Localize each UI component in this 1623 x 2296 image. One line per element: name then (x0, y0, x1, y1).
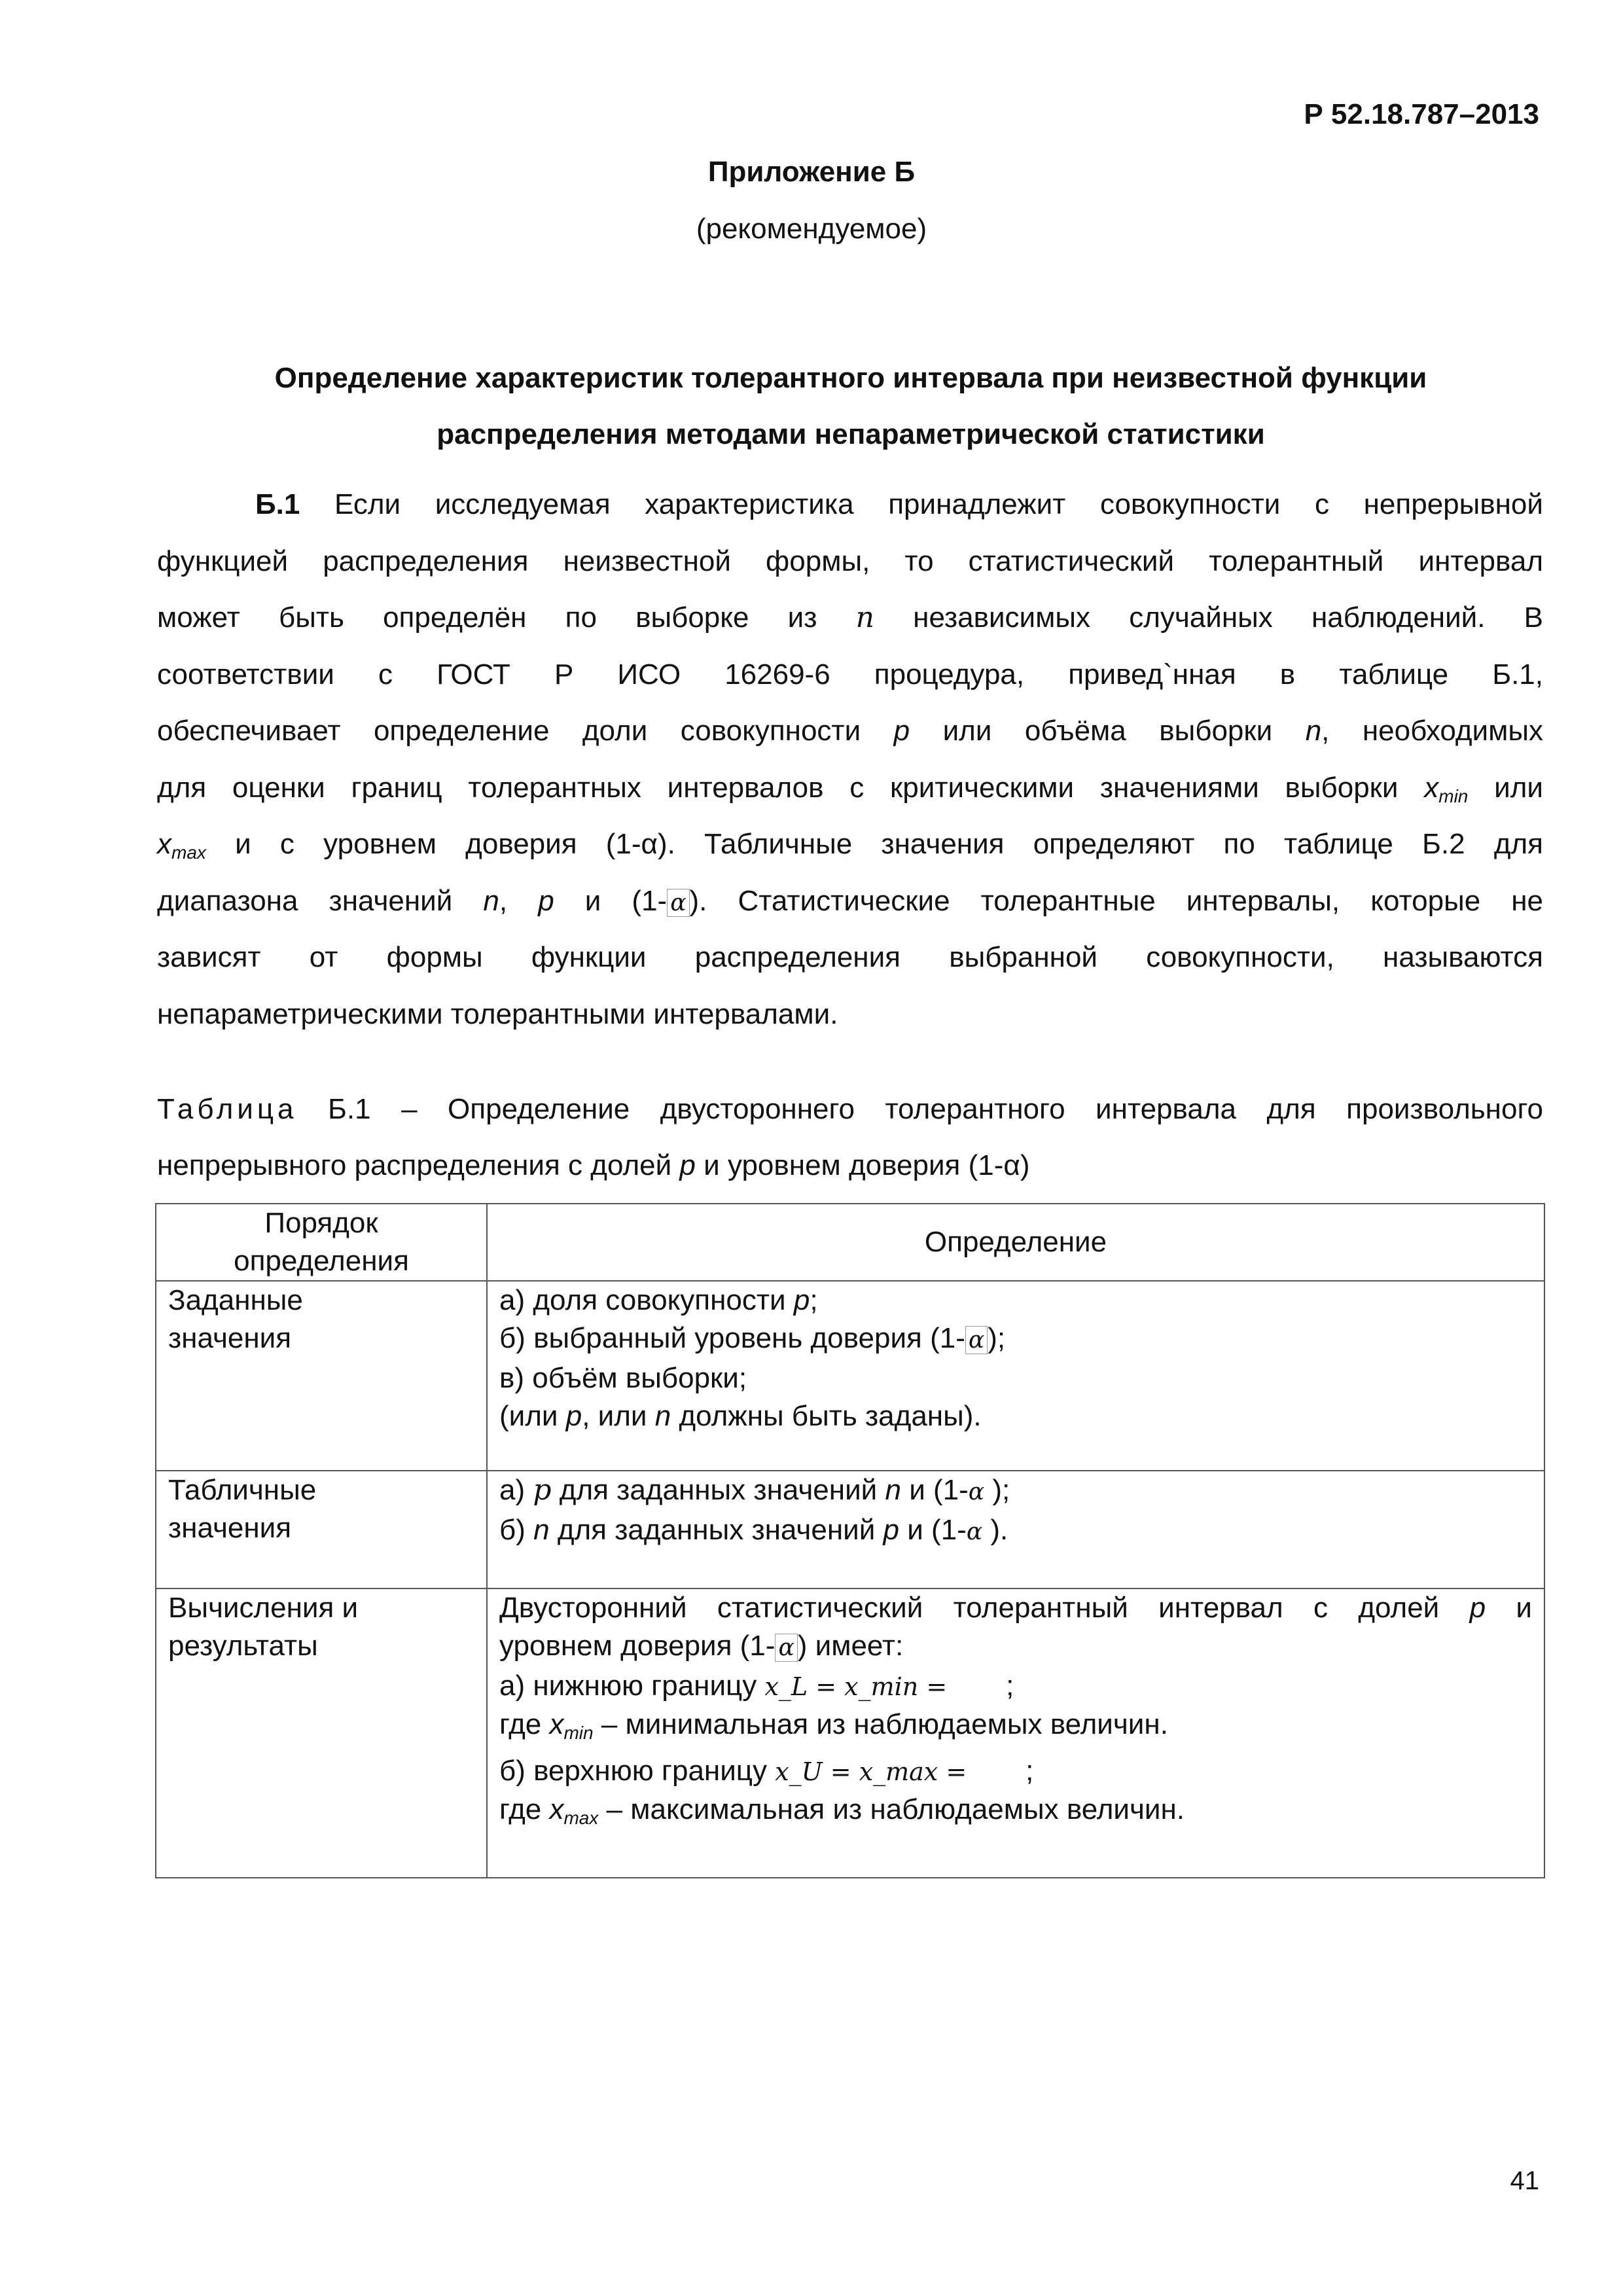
paragraph-b1 (157, 476, 1543, 1043)
alpha-symbol: α (966, 1518, 983, 1545)
para-text: для оценки границ толерантных интервалов с критическими значениями выборки (157, 771, 1399, 804)
table-row (156, 1281, 1544, 1471)
cell-text: в) объём выборки; (499, 1362, 747, 1394)
table-cell (487, 1588, 1544, 1878)
formula-upper-bound: x_U = x_max = (775, 1757, 967, 1786)
para-text: , необходимых (1321, 715, 1543, 747)
cell-text: (или (499, 1400, 558, 1432)
cell-text: – максимальная из наблюдаемых величин. (606, 1793, 1185, 1825)
alpha-symbol: α (667, 889, 689, 917)
para-text: Если исследуемая характеристика принадлежит совокупности с непрерывной (334, 488, 1543, 520)
formula-lower-bound: x_L = x_min = (764, 1672, 948, 1701)
para-line: непараметрическими толерантными интервалами. (157, 997, 838, 1030)
table-header-cell: Определение (487, 1204, 1544, 1281)
cell-line (499, 1791, 1532, 1837)
var-n: n (533, 1514, 550, 1546)
para-line: диапазона значений n, p и (1- α ). Статистические толерантные интервалы, которые не (157, 884, 1543, 917)
cell-line (499, 1511, 1532, 1551)
cell-text: где (499, 1708, 542, 1740)
table-cell (487, 1281, 1544, 1471)
para-text: может быть определён по выборке из (157, 601, 817, 634)
var-n: n (483, 884, 499, 917)
table-row (156, 1471, 1544, 1588)
section-heading-line-2: распределения методами непараметрической статистики (437, 418, 1265, 450)
cell-text: , или (582, 1400, 647, 1432)
var-n: n (1305, 715, 1322, 747)
para-line (157, 476, 1543, 533)
cell-line (499, 1319, 1532, 1359)
cell-line (499, 1397, 1532, 1435)
caption-label: Таблица (157, 1093, 298, 1125)
cell-text: а) нижнюю границу (499, 1670, 757, 1702)
cell-text: ; (1026, 1755, 1034, 1787)
var-p: p (883, 1514, 899, 1546)
appendix-subtitle: (рекомендуемое) (696, 213, 927, 245)
para-line (157, 703, 1543, 760)
para-text: независимых случайных наблюдений. В (913, 601, 1543, 634)
var-n: n (885, 1474, 901, 1506)
section-heading-line-1: Определение характеристик толерантного интервала при неизвестной функции (274, 362, 1427, 394)
table-cell (156, 1281, 487, 1471)
var-n: n (855, 601, 874, 634)
header-text: Порядок (264, 1207, 378, 1239)
para-text: обеспечивает определение доли совокупности (157, 715, 861, 747)
cell-text: должны быть заданы). (679, 1400, 982, 1432)
cell-text: где (499, 1793, 542, 1825)
cell-text: б) верхнюю границу (499, 1755, 767, 1787)
cell-text: б) выбранный уровень доверия (1- (499, 1322, 965, 1354)
caption-line (157, 1081, 1543, 1138)
var-p: p (793, 1284, 810, 1316)
para-line: зависят от формы функции распределения выбранной совокупности, называются (157, 941, 1543, 973)
var-p: p (533, 1473, 552, 1507)
cell-text: и (1- (907, 1514, 967, 1546)
subscript-min: min (1438, 785, 1469, 806)
para-text: и (1- (584, 884, 668, 917)
para-line (157, 760, 1543, 817)
caption-text: непрерывного распределения с долей (157, 1149, 672, 1181)
cell-line (499, 1627, 1532, 1667)
cell-text: для заданных значений (557, 1514, 876, 1546)
cell-text: Заданные (168, 1284, 303, 1316)
cell-text: и (1516, 1592, 1532, 1624)
para-line (157, 816, 1543, 873)
appendix-title: Приложение Б (707, 156, 916, 188)
var-x: x (549, 1793, 564, 1825)
cell-text: а) (499, 1474, 526, 1506)
var-x: x (1424, 771, 1439, 804)
var-p: p (1469, 1592, 1486, 1624)
cell-text: ); (992, 1474, 1010, 1506)
table-cell (156, 1471, 487, 1588)
alpha-symbol: α (775, 1634, 797, 1662)
alpha-symbol: α (965, 1326, 988, 1354)
para-text: и с уровнем доверия (1-α). Табличные значения определяют по таблице Б.2 для (235, 828, 1543, 860)
header-text: определения (234, 1245, 409, 1277)
cell-line (499, 1667, 1532, 1706)
cell-line: а) доля совокупности p; (499, 1284, 818, 1316)
definition-table (155, 1203, 1545, 1878)
cell-text: Вычисления и (168, 1592, 359, 1624)
cell-text: б) (499, 1514, 526, 1546)
var-p: p (565, 1400, 582, 1432)
para-text: диапазона значений (157, 884, 453, 917)
table-row (156, 1588, 1544, 1878)
cell-text: ); (988, 1322, 1006, 1354)
para-line (157, 590, 1543, 647)
var-x: x (157, 828, 171, 860)
table-caption (157, 1081, 1543, 1194)
cell-text: – минимальная из наблюдаемых величин. (601, 1708, 1168, 1740)
caption-text: и уровнем доверия (1-α) (704, 1149, 1030, 1181)
para-line: функцией распределения неизвестной формы, то статистический толерантный интервал (157, 545, 1543, 577)
cell-text: ; (1006, 1670, 1014, 1702)
var-x: x (549, 1708, 564, 1740)
section-heading (157, 350, 1544, 463)
var-p: p (538, 884, 554, 917)
cell-text: значения (168, 1512, 292, 1544)
document-number: Р 52.18.787–2013 (1304, 98, 1539, 130)
subscript-min: min (563, 1723, 594, 1743)
subscript-max: max (563, 1808, 599, 1828)
para-text: или (1494, 771, 1543, 804)
var-p: p (679, 1149, 696, 1181)
cell-text: уровнем доверия (1- (499, 1630, 776, 1662)
cell-text: а) доля совокупности (499, 1284, 786, 1316)
cell-text: значения (168, 1322, 292, 1354)
cell-text: Табличные (168, 1474, 317, 1506)
paragraph-label: Б.1 (255, 488, 300, 520)
table-cell (156, 1588, 487, 1878)
cell-text: ). (990, 1514, 1008, 1546)
subscript-max: max (171, 842, 206, 863)
para-text: или объёма выборки (942, 715, 1273, 747)
cell-text: ) имеет: (797, 1630, 904, 1662)
cell-text: и (1- (909, 1474, 969, 1506)
cell-line (499, 1706, 1532, 1752)
cell-text: результаты (168, 1630, 318, 1662)
caption-line (157, 1138, 1543, 1194)
cell-line (499, 1752, 1532, 1791)
var-p: p (893, 715, 910, 747)
cell-line (499, 1471, 1532, 1511)
table-cell (487, 1471, 1544, 1588)
cell-text: для заданных значений (559, 1474, 878, 1506)
alpha-symbol: α (968, 1479, 985, 1505)
cell-line (499, 1589, 1532, 1627)
page-number: 41 (1510, 2166, 1539, 2195)
cell-text: Двусторонний статистический толерантный интервал с долей (499, 1592, 1440, 1624)
table-header-cell (156, 1204, 487, 1281)
caption-text: Б.1 – Определение двустороннего толерантного интервала для произвольного (328, 1093, 1543, 1125)
para-line: соответствии с ГОСТ Р ИСО 16269-6 процедура, привед`нная в таблице Б.1, (157, 658, 1543, 691)
var-n: n (654, 1400, 671, 1432)
para-text: ). Статистические толерантные интервалы, которые не (689, 884, 1543, 917)
table-header-row (156, 1204, 1544, 1281)
